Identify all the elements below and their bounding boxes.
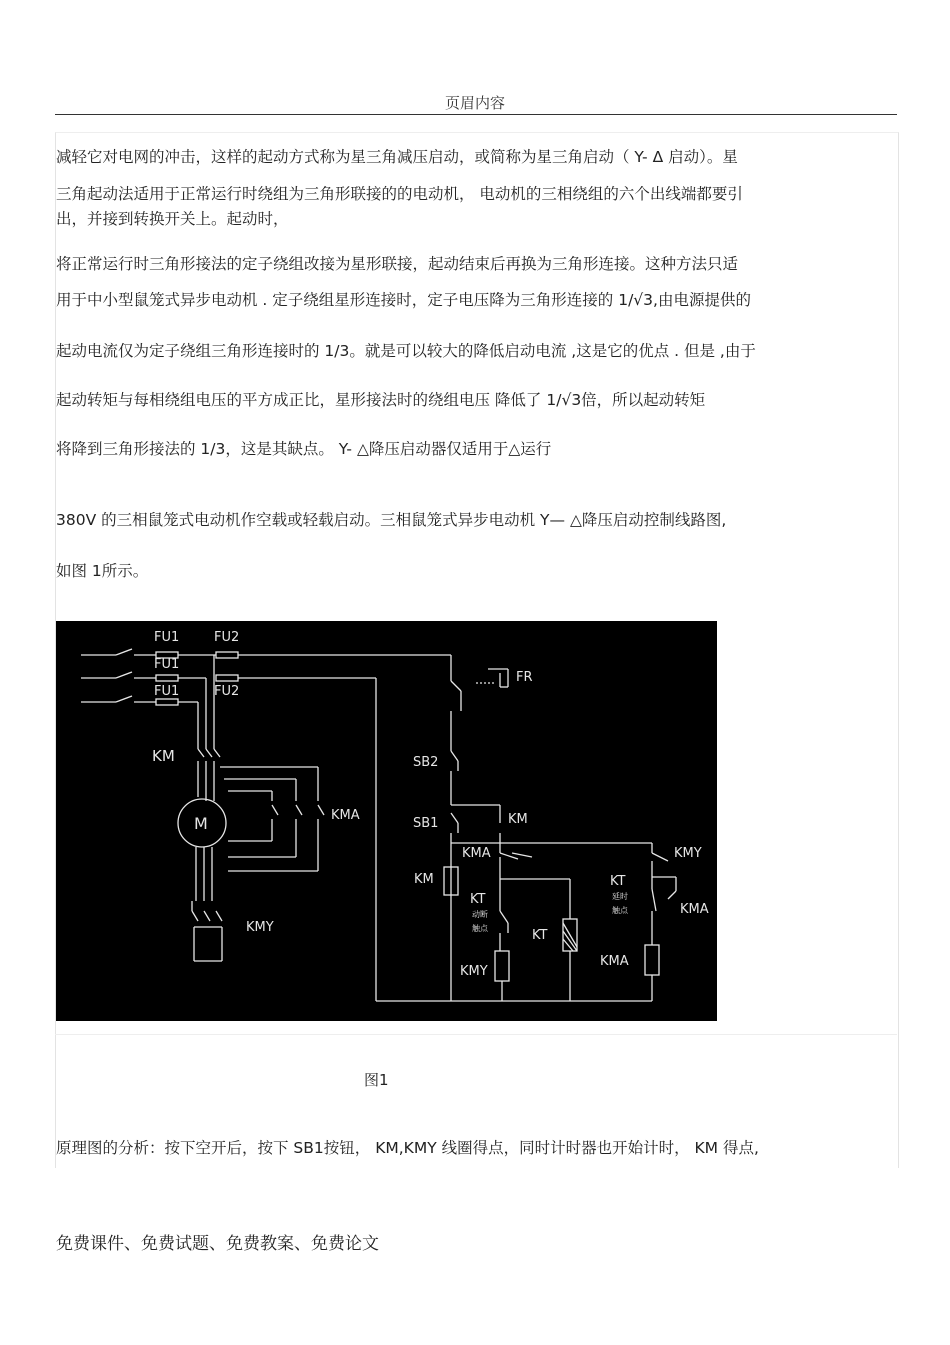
label-fu1-b: FU1 xyxy=(154,657,180,672)
label-km-main: KM xyxy=(152,747,175,765)
analysis-text: 原理图的分析：按下空开后，按下 SB1按钮， KM,KMY 线圈得点，同时计时器也开始计时， KM 得点, xyxy=(56,1139,759,1157)
label-kma-coil: KMA xyxy=(600,954,629,969)
text-line-10: 如图 1所示。 xyxy=(56,562,149,580)
label-kt-contact-sub2: 触点 xyxy=(472,924,488,933)
label-kma-main: KMA xyxy=(331,808,360,823)
text-line-6: 起动电流仅为定子绕组三角形连接时的 1/3。就是可以较大的降低启动电流 ,这是它的优点 . 但是 ,由于 xyxy=(56,342,756,360)
label-fu1-c: FU1 xyxy=(154,684,180,699)
text-line-5: 用于中小型鼠笼式异步电动机 . 定子绕组星形连接时，定子电压降为三角形连接的 1/√3,由电源提供的 xyxy=(56,291,751,309)
label-fr: FR xyxy=(516,670,533,685)
label-fu2-b: FU2 xyxy=(214,684,240,699)
label-kt-delay-sub2: 触点 xyxy=(612,906,628,915)
label-kmy-coil: KMY xyxy=(460,964,488,979)
text-line-4: 将正常运行时三角形接法的定子绕组改接为星形联接，起动结束后再换为三角形连接。这种方法只适 xyxy=(56,255,739,273)
page-header: 页眉内容 xyxy=(444,94,505,112)
text-line-8: 将降到三角形接法的 1/3，这是其缺点。 Y- △降压启动器仅适用于△运行 xyxy=(56,440,552,458)
label-kt-contact: KT xyxy=(470,892,486,907)
circuit-diagram xyxy=(56,621,717,1021)
label-km-coil: KM xyxy=(414,872,434,887)
text-line-9: 380V 的三相鼠笼式电动机作空载或轻载启动。三相鼠笼式异步电动机 Y— △降压启动控制线路图, xyxy=(56,511,727,529)
label-kma-nc: KMA xyxy=(462,846,491,861)
text-line-2: 三角起动法适用于正常运行时绕组为三角形联接的的电动机， 电动机的三相绕组的六个出线端都要引 xyxy=(56,185,743,203)
label-kma-self: KMA xyxy=(680,902,709,917)
text-line-3: 出，并接到转换开关上。起动时， xyxy=(56,210,289,228)
label-kt-delay-sub1: 延时 xyxy=(612,892,628,901)
label-sb2: SB2 xyxy=(413,755,439,770)
label-kt-contact-sub1: 动断 xyxy=(472,910,488,919)
label-motor: M xyxy=(194,814,208,833)
label-fu2-a: FU2 xyxy=(214,630,240,645)
label-kmy-main: KMY xyxy=(246,920,274,935)
header-rule xyxy=(55,114,897,115)
label-fu1-a: FU1 xyxy=(154,630,180,645)
circuit-svg xyxy=(56,621,717,1021)
label-kt-coil: KT xyxy=(532,928,548,943)
page-footer: 免费课件、免费试题、免费教案、免费论文 xyxy=(56,1234,379,1254)
label-kt-delay: KT xyxy=(610,874,626,889)
text-line-7: 起动转矩与每相绕组电压的平方成正比，星形接法时的绕组电压 降低了 1/√3倍，所以起动转矩 xyxy=(56,391,706,409)
label-sb1: SB1 xyxy=(413,816,439,831)
label-kmy-nc: KMY xyxy=(674,846,702,861)
section-divider xyxy=(55,1034,897,1035)
label-km-aux: KM xyxy=(508,812,528,827)
figure-caption: 图1 xyxy=(364,1071,389,1089)
text-line-1: 减轻它对电网的冲击，这样的起动方式称为星三角减压启动，或简称为星三角启动（ Y- Δ 启动）。星 xyxy=(56,148,738,166)
